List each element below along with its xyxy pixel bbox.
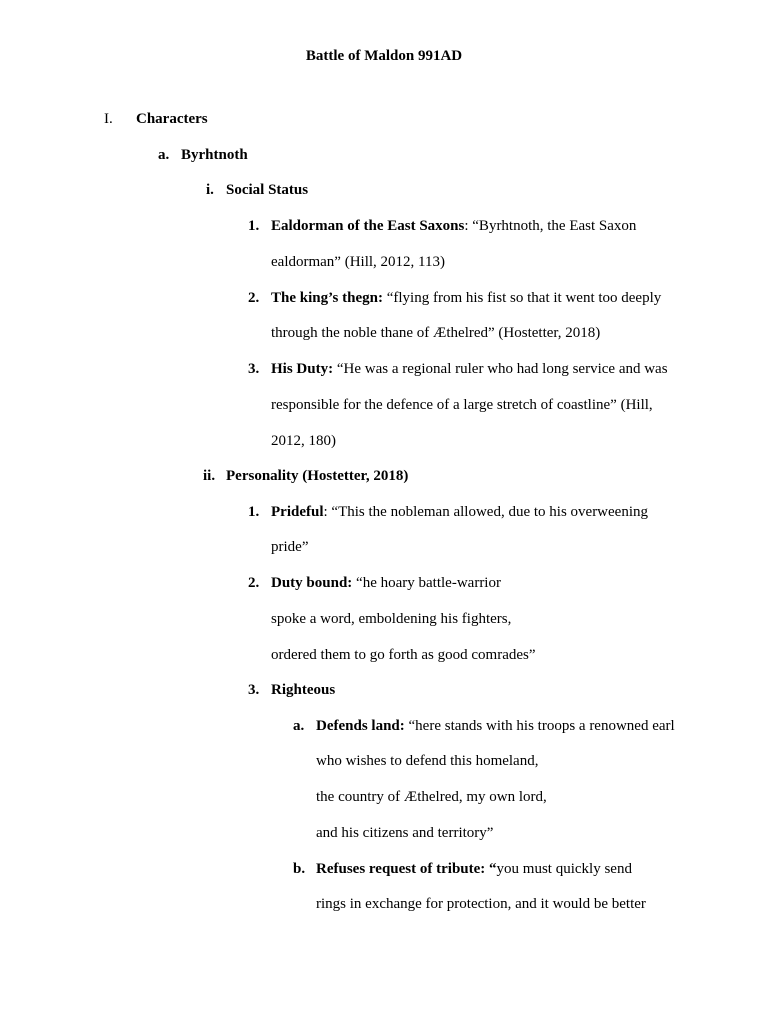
list-item-continuation: spoke a word, emboldening his fighters, xyxy=(271,611,512,627)
topic-marker: i. xyxy=(206,182,214,198)
list-item-line xyxy=(271,360,668,378)
list-item-number: 2. xyxy=(248,575,260,591)
list-item-continuation: 2012, 180) xyxy=(271,433,336,449)
sublist-item-text: “here stands with his troops a renowned earl xyxy=(404,718,675,734)
list-item-label: His Duty: xyxy=(271,361,334,377)
list-item-text: “flying from his fist so that it went too deeply xyxy=(382,290,662,306)
list-item-continuation: responsible for the defence of a large stretch of coastline” (Hill, xyxy=(271,397,653,413)
sublist-item-marker: b. xyxy=(293,861,306,877)
sublist-item-label: Refuses request of tribute: “ xyxy=(316,861,497,877)
sublist-item-line xyxy=(316,717,675,735)
topic-marker: ii. xyxy=(203,468,216,484)
sublist-item-continuation: the country of Æthelred, my own lord, xyxy=(316,789,547,805)
list-item-number: 2. xyxy=(248,290,260,306)
sublist-item-line xyxy=(316,860,632,878)
list-item-line xyxy=(271,574,501,592)
list-item-line xyxy=(271,503,648,521)
sublist-item-text: you must quickly send xyxy=(496,861,632,877)
list-item-number: 3. xyxy=(248,361,260,377)
subsection-heading: Byrhtnoth xyxy=(181,147,248,163)
sublist-item-continuation: who wishes to defend this homeland, xyxy=(316,753,539,769)
list-item-continuation: through the noble thane of Æthelred” (Hostetter, 2018) xyxy=(271,325,601,341)
list-item-text: : “Byrhtnoth, the East Saxon xyxy=(464,218,637,234)
subsection-marker: a. xyxy=(158,147,170,163)
list-item-label: The king’s thegn: xyxy=(271,290,383,306)
list-item-continuation: ealdorman” (Hill, 2012, 113) xyxy=(271,254,445,270)
list-item-label: Ealdorman of the East Saxons xyxy=(271,218,465,234)
sublist-item-label: Defends land: xyxy=(316,718,405,734)
list-item-number: 1. xyxy=(248,504,260,520)
list-item-line xyxy=(271,289,661,307)
section-marker: I. xyxy=(104,111,113,127)
topic-heading: Social Status xyxy=(226,182,309,198)
list-item-text: “he hoary battle-warrior xyxy=(352,575,501,591)
list-item-text: “He was a regional ruler who had long service and was xyxy=(333,361,668,377)
sublist-item-marker: a. xyxy=(293,718,305,734)
section-heading: Characters xyxy=(136,111,208,127)
topic-heading: Personality (Hostetter, 2018) xyxy=(226,468,409,484)
sublist-item-continuation: rings in exchange for protection, and it would be better xyxy=(316,896,646,912)
list-item-continuation: pride” xyxy=(271,539,309,555)
list-item-continuation: ordered them to go forth as good comrades” xyxy=(271,647,536,663)
list-item-number: 3. xyxy=(248,682,260,698)
list-item-text: : “This the nobleman allowed, due to his overweening xyxy=(323,504,648,520)
list-item-label: Righteous xyxy=(271,682,336,698)
list-item-line xyxy=(271,217,636,235)
list-item-label: Prideful xyxy=(271,504,324,520)
list-item-label: Duty bound: xyxy=(271,575,353,591)
document-title: Battle of Maldon 991AD xyxy=(305,48,463,64)
sublist-item-continuation: and his citizens and territory” xyxy=(316,825,494,841)
list-item-number: 1. xyxy=(248,218,260,234)
